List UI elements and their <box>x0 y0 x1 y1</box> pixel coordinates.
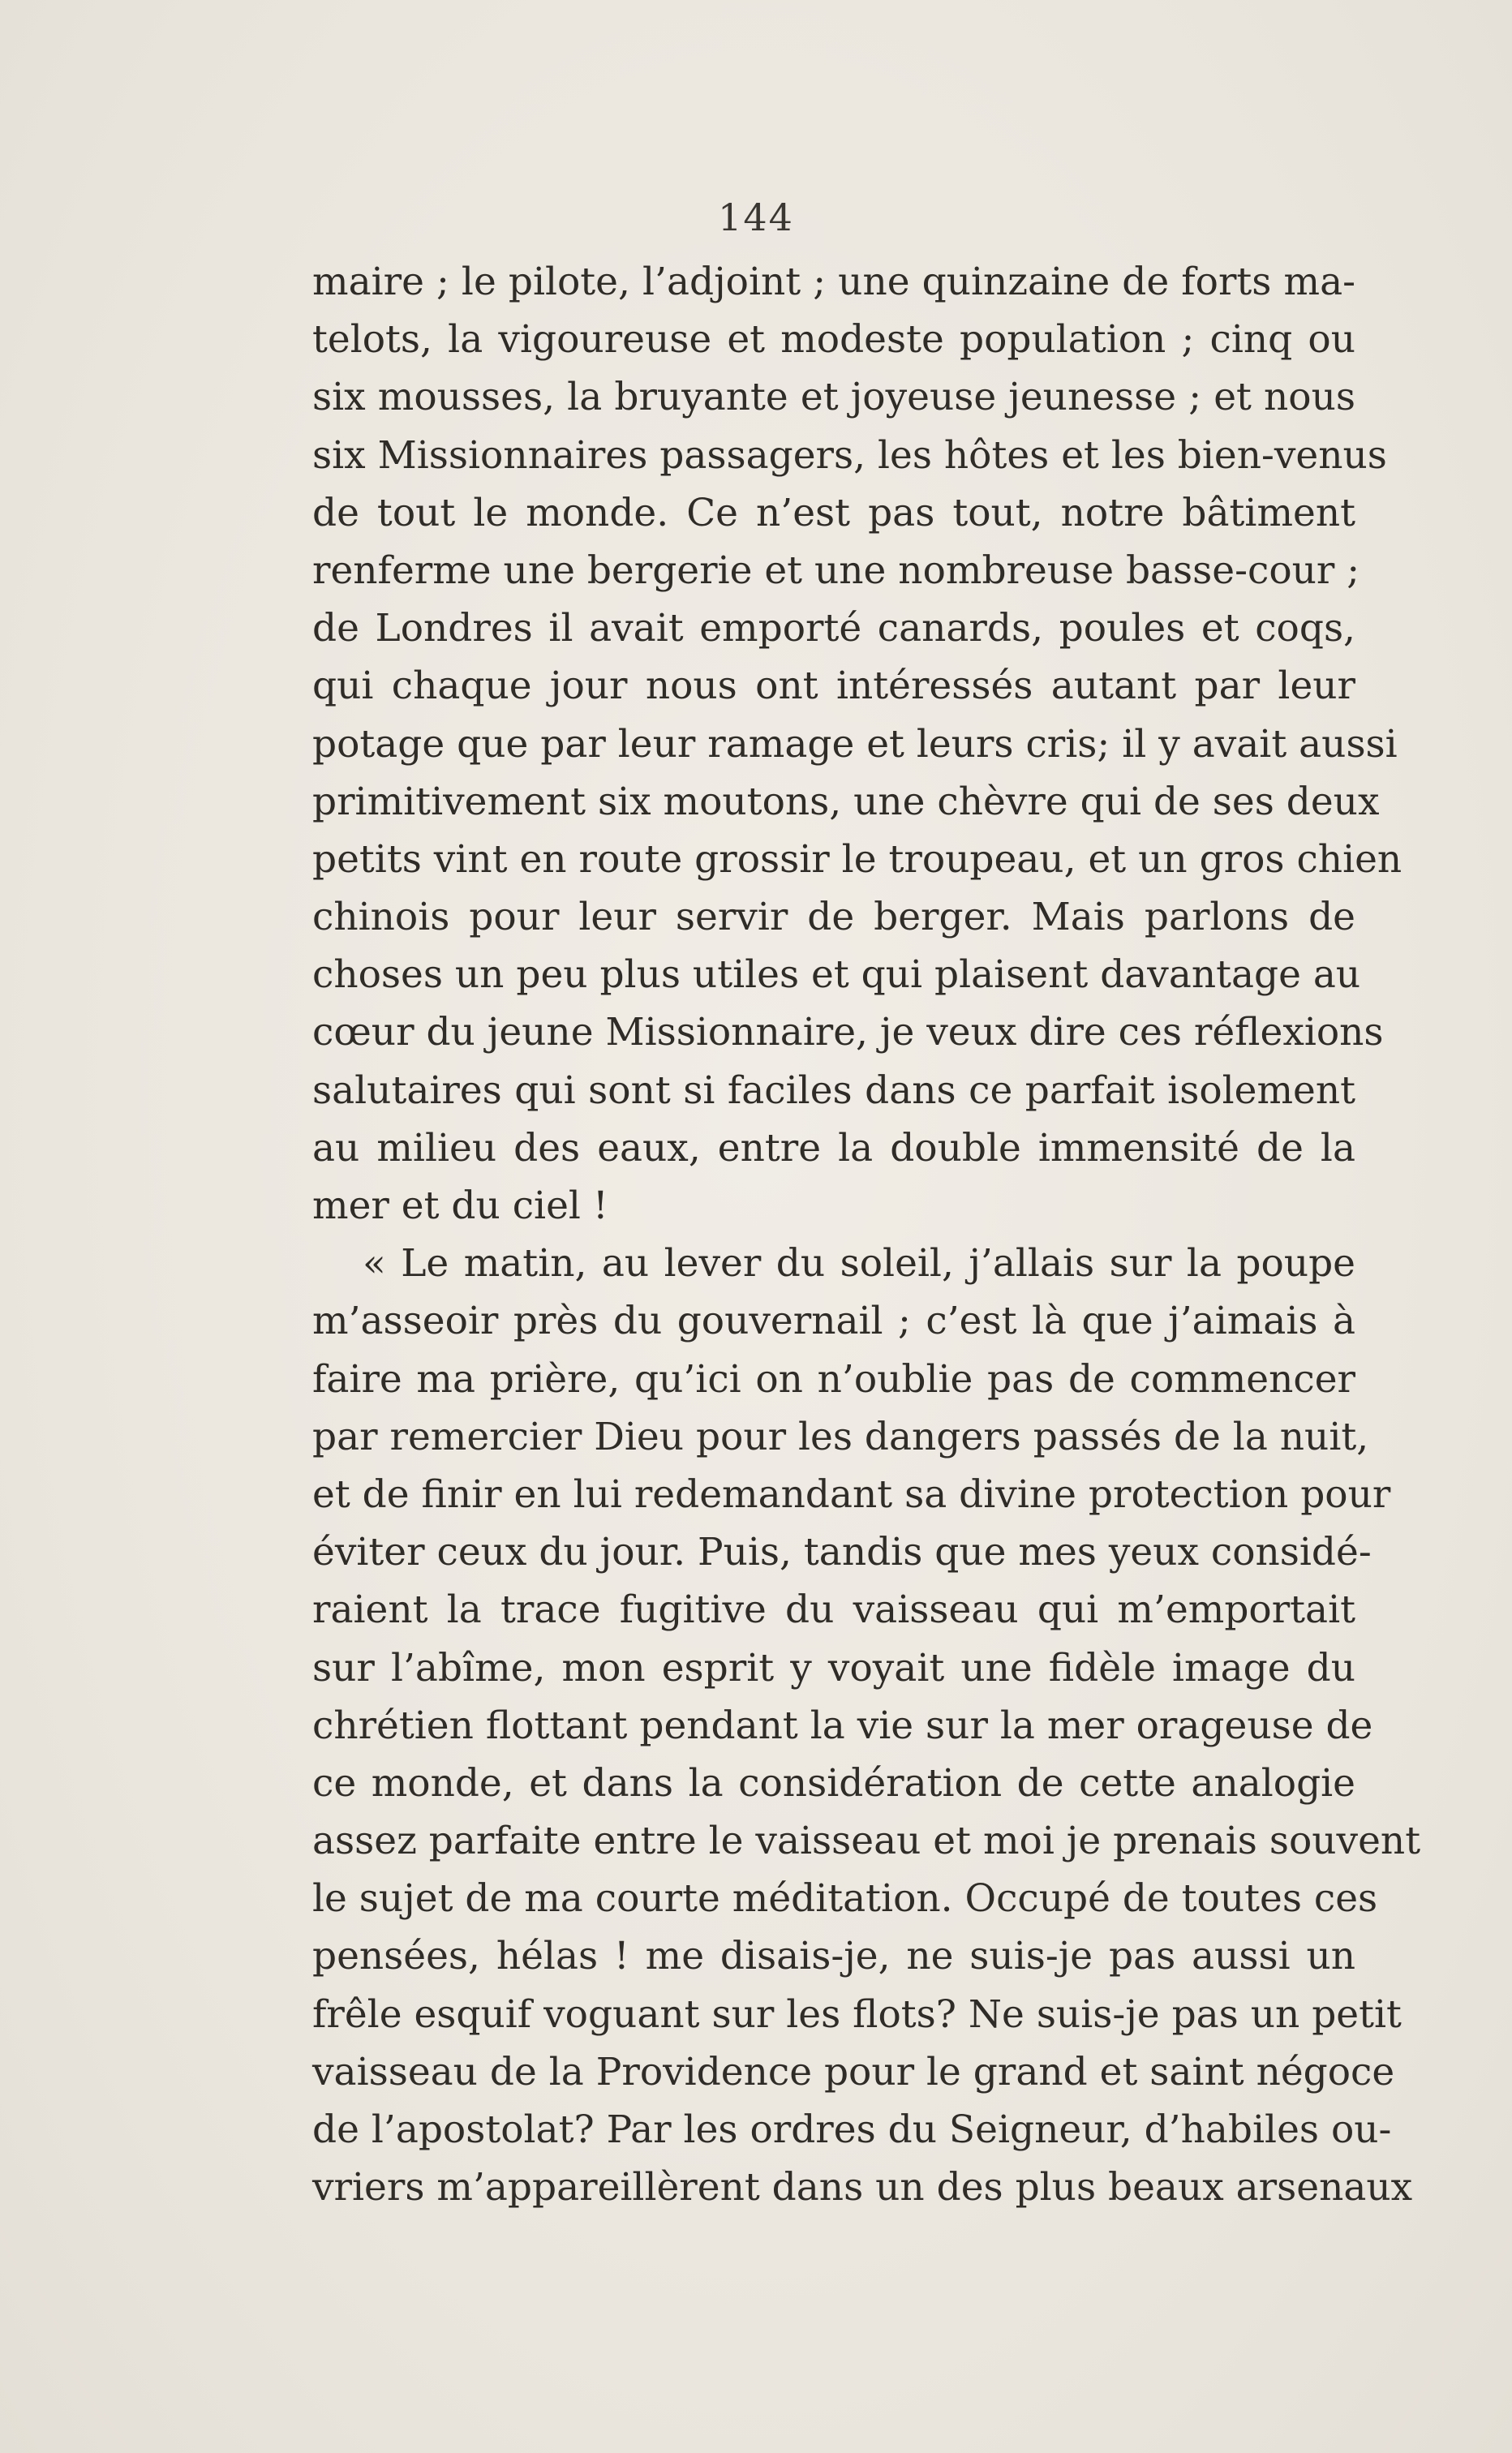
text-line: raient la trace fugitive du vaisseau qui m’emportait <box>312 1587 1355 1633</box>
text-line: pensées, hélas ! me disais-je, ne suis-je pas aussi un <box>312 1934 1355 1979</box>
text-line: primitivement six moutons, une chèvre qui de ses deux <box>312 779 1380 824</box>
text-line: six mousses, la bruyante et joyeuse jeunesse ; et nous <box>312 375 1355 420</box>
text-line: choses un peu plus utiles et qui plaisent davantage au <box>312 952 1361 998</box>
text-line: vriers m’appareillèrent dans un des plus beaux arsenaux <box>312 2165 1413 2210</box>
text-line: potage que par leur ramage et leurs cris; il y avait aussi <box>312 721 1398 767</box>
body-text <box>312 253 1421 2216</box>
text-line: six Missionnaires passagers, les hôtes et les bien-venus <box>312 432 1387 478</box>
text-line: renferme une bergerie et une nombreuse basse-cour ; <box>312 548 1360 593</box>
text-line: frêle esquif voguant sur les flots? Ne suis-je pas un petit <box>312 1991 1402 2037</box>
text-line: de Londres il avait emporté canards, poules et coqs, <box>312 606 1355 651</box>
text-line: par remercier Dieu pour les dangers passés de la nuit, <box>312 1414 1369 1459</box>
page-number: 144 <box>718 195 794 239</box>
text-line: m’asseoir près du gouvernail ; c’est là que j’aimais à <box>312 1299 1355 1344</box>
text-line: assez parfaite entre le vaisseau et moi je prenais souvent <box>312 1819 1421 1864</box>
paragraph-start-line: « Le matin, au lever du soleil, j’allais sur la poupe <box>363 1241 1355 1287</box>
text-line: le sujet de ma courte méditation. Occupé de toutes ces <box>312 1876 1378 1922</box>
paragraph-end-line: mer et du ciel ! <box>312 1184 608 1228</box>
text-line: faire ma prière, qu’ici on n’oublie pas de commencer <box>312 1356 1355 1402</box>
text-line: salutaires qui sont si faciles dans ce parfait isolement <box>312 1068 1355 1113</box>
text-line: de tout le monde. Ce n’est pas tout, notre bâtiment <box>312 490 1355 535</box>
text-line: et de finir en lui redemandant sa divine protection pour <box>312 1471 1391 1517</box>
text-line: cœur du jeune Missionnaire, je veux dire ces réflexions <box>312 1010 1384 1055</box>
text-line: qui chaque jour nous ont intéressés autant par leur <box>312 664 1355 709</box>
text-line: ce monde, et dans la considération de cette analogie <box>312 1760 1355 1806</box>
text-line: sur l’abîme, mon esprit y voyait une fidèle image du <box>312 1645 1355 1690</box>
text-line: chrétien flottant pendant la vie sur la mer orageuse de <box>312 1703 1373 1748</box>
text-line: de l’apostolat? Par les ordres du Seigneur, d’habiles ou- <box>312 2107 1392 2152</box>
text-line: petits vint en route grossir le troupeau, et un gros chien <box>312 836 1402 882</box>
text-line: au milieu des eaux, entre la double immensité de la <box>312 1125 1355 1171</box>
text-line: vaisseau de la Providence pour le grand et saint négoce <box>312 2049 1395 2094</box>
text-line: telots, la vigoureuse et modeste population ; cinq ou <box>312 317 1355 363</box>
text-line: éviter ceux du jour. Puis, tandis que mes yeux considé- <box>312 1530 1372 1575</box>
text-line: chinois pour leur servir de berger. Mais parlons de <box>312 895 1355 940</box>
text-line: maire ; le pilote, l’adjoint ; une quinzaine de forts ma- <box>312 260 1355 304</box>
